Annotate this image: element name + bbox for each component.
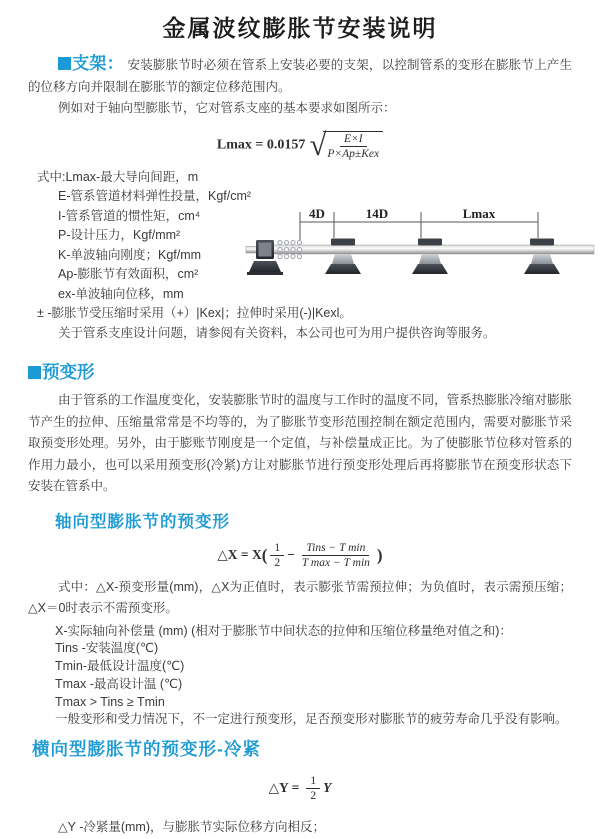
variable-line: ex-单波轴向位移，mm <box>58 286 184 301</box>
page-title: 金属波纹膨胀节安装说明 <box>162 15 438 41</box>
axial-subsection-header: 轴向型膨胀节的预变形 <box>55 512 230 531</box>
dim-label-4d: 4D <box>309 206 325 221</box>
variable-line: Tmax > Tins ≥ Tmin <box>55 694 165 709</box>
axial-formula-description: 式中：△X-预变形量(mm)，△X为正值时，表示膨张节需预拉伸；为负值时，表示需预压缩；△X＝0时表示不需预变形。 <box>28 579 572 615</box>
transverse-description: △Y -冷紧量(mm)，与膨胀节实际位移方向相反； <box>58 820 326 835</box>
guide-support <box>524 239 560 275</box>
service-note-line: 关于管系支座设计问题，请参阅有关资料，本公司也可为用户提供咨询等服务。 <box>58 325 496 340</box>
variable-line: P-设计压力，Kgf/mm² <box>58 228 181 242</box>
one-half-fraction: $\frac{1}{2}$ <box>306 774 320 803</box>
lmax-formula-denominator: P×Ap±Kex <box>327 147 380 160</box>
note-line: 一般变形和受力情况下，不一定进行预变形，足否预变形对膨胀节的疲劳寿命几乎没有影响。 <box>55 712 568 727</box>
blue-square-bullet-icon <box>28 366 41 379</box>
lmax-formula-numerator: E×I <box>340 132 367 147</box>
variable-line: K-单波轴向刚度；Kgf/mm <box>58 247 202 262</box>
variable-line: 式中:Lmax-最大导向间距，m <box>37 169 199 184</box>
dim-label-lmax: Lmax <box>462 206 496 221</box>
variable-line: Tins -安装温度(℃) <box>55 641 159 656</box>
variable-line: I-管系管道的惯性矩，cm⁴ <box>58 208 201 223</box>
predeform-section-header: 预变形 <box>28 359 572 384</box>
pipe-support-diagram <box>246 205 596 300</box>
variable-line: X-实际轴向补偿量 (mm) (相对于膨胀节中间状态的拉伸和压缩位移量绝对值之和)： <box>55 623 512 638</box>
support-intro-paragraph <box>28 53 572 98</box>
radical-sign: √ <box>309 126 327 162</box>
lmax-formula <box>28 126 572 162</box>
pipe <box>270 245 594 254</box>
document-page <box>0 13 600 835</box>
support-example-line: 例如对于轴向型膨胀节，它对管系支座的基本要求如图所示： <box>58 101 396 115</box>
axial-formula-lhs: △X = X <box>217 546 262 562</box>
transverse-subsection-header: 横向型膨胀节的预变形-冷紧 <box>32 739 261 760</box>
one-half-fraction: $\frac{1}{2}$ <box>270 541 284 570</box>
lmax-formula-fraction <box>323 131 383 161</box>
axial-formula: △X = X( $\frac{1}{2}$ − $\frac{\text{Tins − T min}}{\text{T max − T min}}$ ) <box>217 541 383 569</box>
predeform-paragraph: 由于管系的工作温度变化，安装膨胀节时的温度与工作时的温度不同，管系热膨胀冷缩对膨胀节产生的拉伸、压缩量常常是不均等的，为了膨胀节变形范围控制在额定范围内，需要对膨胀节采取预变形处理。另外，由于膨账节刚度是一个定值，与补偿量成正比。为了使膨胀节位移对管系的作用力最小，也可以采用预变形(冷紧)方让对膨胀节进行预变形处理后再将膨胀节在预变形状态下安装在管系中。 <box>28 393 572 493</box>
guide-support <box>325 239 361 275</box>
variable-line: Ap-膨胀节有效面积，cm² <box>58 267 199 281</box>
dim-label-14d: 14D <box>365 206 389 221</box>
transverse-formula: △Y = $\frac{1}{2}$ Y <box>268 775 332 803</box>
variable-line: Tmin-最低设计温度(℃) <box>55 659 185 674</box>
support-intro-text: 安装膨胀节时必须在管系上安装必要的支架，以控制管系的变形在膨胀节上产生的位移方向并限制在膨胀节的额定位移范围内。 <box>28 58 572 94</box>
transverse-formula-lhs: △Y = <box>268 780 300 796</box>
lmax-formula-lhs: Lmax = 0.0157 <box>216 137 306 153</box>
axial-variable-list <box>28 623 572 730</box>
variable-line: ± -膨胀节受压缩时采用（+）|Kex|；拉伸时采用(-)|Kexl。 <box>37 306 352 320</box>
blue-square-bullet-icon <box>58 57 71 70</box>
guide-support <box>412 239 448 275</box>
variable-line: Tmax -最高设计温 (℃) <box>55 676 183 691</box>
temperature-fraction: $\frac{\text{Tins − T min}}{\text{T max − T min}}$ <box>301 541 370 569</box>
variable-line: E-管系管道材料弹性投量，Kgf/cm² <box>58 189 252 203</box>
support-section-label: 支架： <box>58 54 124 73</box>
